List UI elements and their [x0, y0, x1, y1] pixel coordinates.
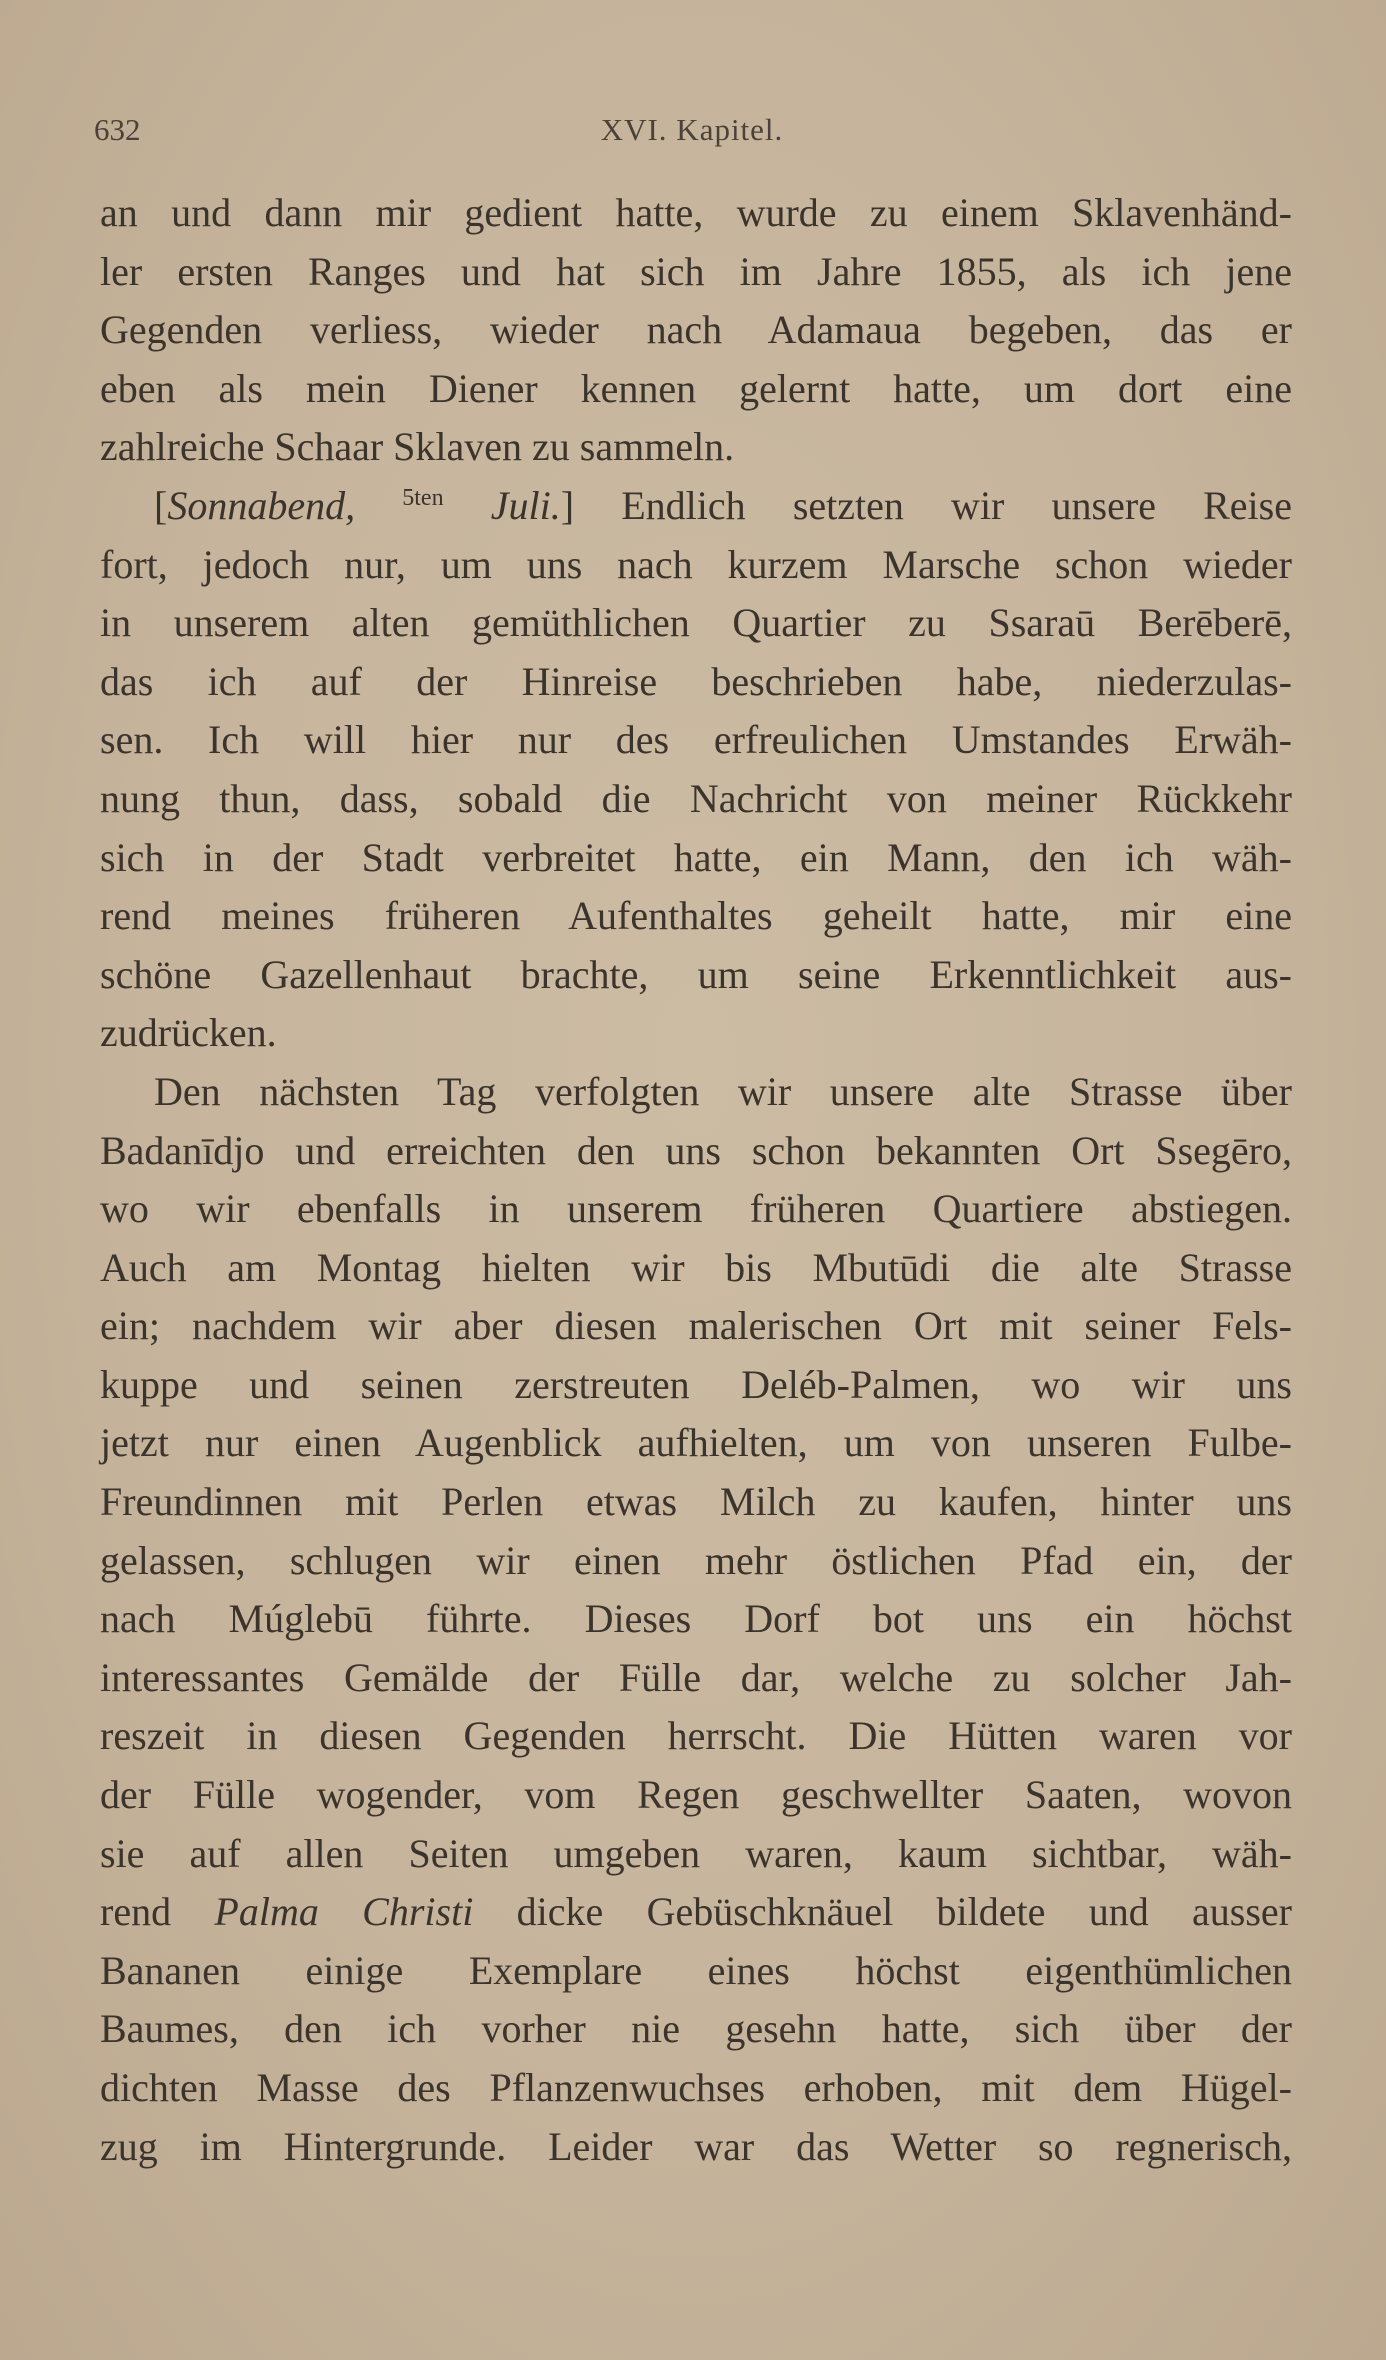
- text-line-italic: [100, 1883, 1292, 1942]
- text-line: gelassen, schlugen wir einen mehr östlichen Pfad ein, der: [100, 1537, 1292, 1583]
- text-line: kuppe und seinen zerstreuten Deléb-Palmen, wo wir uns: [100, 1361, 1292, 1407]
- text-segment: ] Endlich setzten wir unsere Reise: [560, 482, 1292, 528]
- text-line: nach Múglebū führte. Dieses Dorf bot uns ein höchst: [100, 1596, 1292, 1642]
- text-line: Gegenden verliess, wieder nach Adamaua begeben, das er: [100, 307, 1292, 353]
- text-line: reszeit in diesen Gegenden herrscht. Die Hütten waren vor: [100, 1713, 1292, 1759]
- text-line: der Fülle wogender, vom Regen geschwellter Saaten, wovon: [100, 1772, 1292, 1818]
- text-line: ein; nachdem wir aber diesen malerischen Ort mit seiner Fels-: [100, 1303, 1292, 1349]
- text-line: eben als mein Diener kennen gelernt hatte, um dort eine: [100, 365, 1292, 411]
- text-line: jetzt nur einen Augenblick aufhielten, um von unseren Fulbe-: [100, 1420, 1292, 1466]
- text-line: Freundinnen mit Perlen etwas Milch zu kaufen, hinter uns: [100, 1479, 1292, 1525]
- text-segment: rend: [100, 1889, 215, 1935]
- text-line: zudrücken.: [100, 1010, 277, 1056]
- text-line: zahlreiche Schaar Sklaven zu sammeln.: [100, 424, 735, 470]
- text-line: an und dann mir gedient hatte, wurde zu einem Sklavenhänd-: [100, 190, 1292, 235]
- body-text: [100, 184, 1292, 2176]
- text-line: ler ersten Ranges und hat sich im Jahre 1855, als ich jene: [100, 248, 1292, 294]
- text-line: wo wir ebenfalls in unserem früheren Quartiere abstiegen.: [100, 1186, 1292, 1232]
- text-line: sie auf allen Seiten umgeben waren, kaum sichtbar, wäh-: [100, 1830, 1292, 1876]
- bracket-open: [: [154, 482, 168, 528]
- text-line: in unserem alten gemüthlichen Quartier zu Ssaraū Berēberē,: [100, 600, 1292, 646]
- text-line: das ich auf der Hinreise beschrieben habe, niederzulas-: [100, 658, 1292, 704]
- running-title: XVI. Kapitel.: [600, 112, 784, 147]
- page-header: [94, 104, 1290, 154]
- text-line: fort, jedoch nur, um uns nach kurzem Marsche schon wieder: [100, 541, 1292, 587]
- text-line: sich in der Stadt verbreitet hatte, ein Mann, den ich wäh-: [100, 834, 1292, 880]
- text-line: schöne Gazellenhaut brachte, um seine Erkenntlichkeit aus-: [100, 951, 1292, 997]
- text-line: sen. Ich will hier nur des erfreulichen Umstandes Erwäh-: [100, 717, 1292, 763]
- text-line-date: [100, 477, 1292, 536]
- text-line: rend meines früheren Aufenthaltes geheilt hatte, mir eine: [100, 893, 1292, 939]
- italic-month: Juli.: [443, 482, 561, 528]
- text-line: Badanīdjo und erreichten den uns schon bekannten Ort Ssegēro,: [100, 1127, 1292, 1173]
- text-line: Auch am Montag hielten wir bis Mbutūdi die alte Strasse: [100, 1244, 1292, 1290]
- italic-weekday: Sonnabend,: [167, 482, 403, 528]
- text-line: Den nächsten Tag verfolgten wir unsere alte Strasse über: [154, 1068, 1292, 1114]
- text-line: Bananen einige Exemplare eines höchst eigenthümlichen: [100, 1947, 1292, 1993]
- text-line: Baumes, den ich vorher nie gesehn hatte, sich über der: [100, 2006, 1292, 2052]
- text-line: interessantes Gemälde der Fülle dar, welche zu solcher Jah-: [100, 1654, 1292, 1700]
- text-segment: dicke Gebüschknäuel bildete und ausser: [473, 1889, 1292, 1935]
- text-line: nung thun, dass, sobald die Nachricht von meiner Rückkehr: [100, 775, 1292, 821]
- italic-term: Palma Christi: [214, 1889, 474, 1935]
- page-number: 632: [94, 112, 141, 147]
- superscript-ordinal: 5ten: [402, 484, 444, 511]
- text-line: zug im Hintergrunde. Leider war das Wetter so regnerisch,: [100, 2123, 1292, 2169]
- text-line: dichten Masse des Pflanzenwuchses erhoben, mit dem Hügel-: [100, 2065, 1292, 2110]
